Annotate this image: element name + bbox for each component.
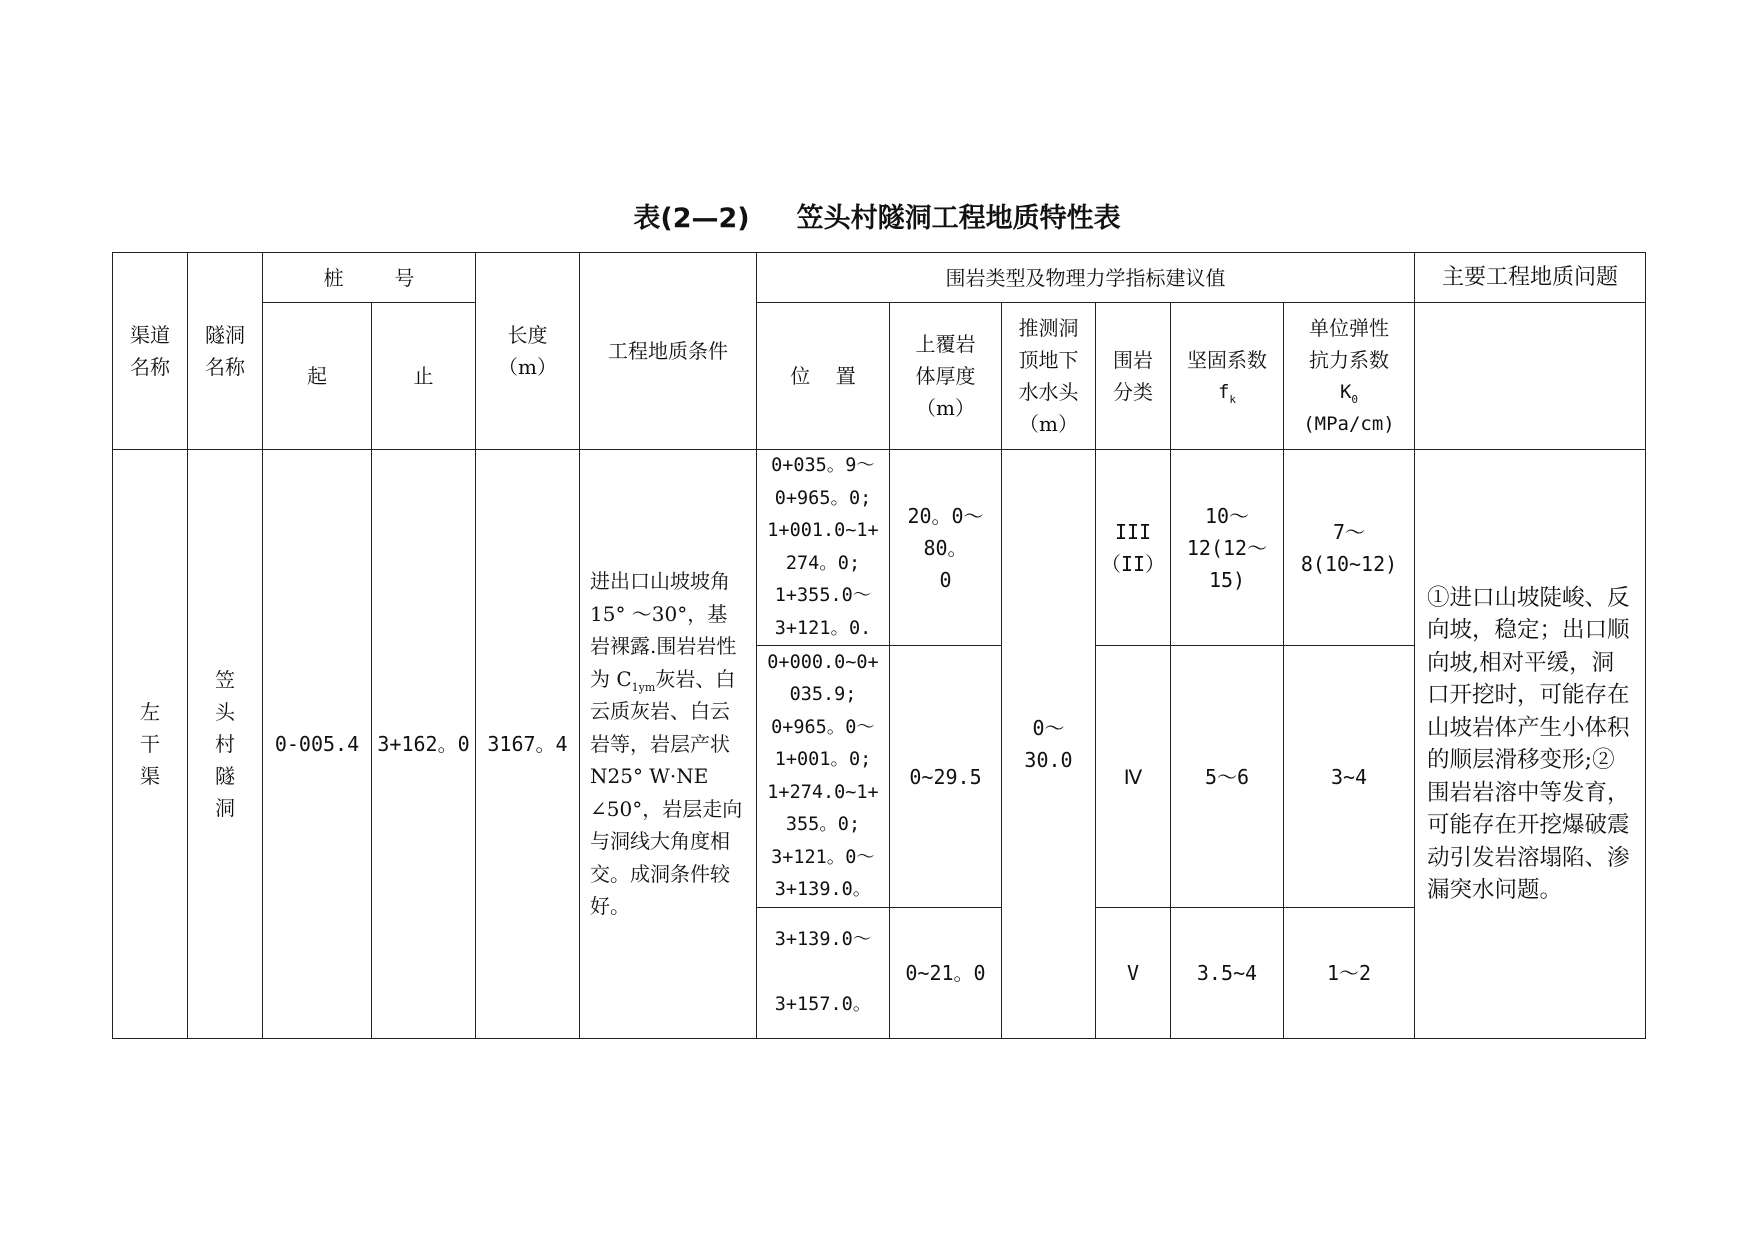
firmness-label: 坚固系数 [1187,348,1267,372]
table-title: 表(2—2) 笠头村隧洞工程地质特性表 [633,203,1121,234]
header-geo-conditions: 工程地质条件 [580,253,757,450]
firmness-symbol: $f_k$ [1217,381,1237,406]
header-length: 长度 （m） [476,253,580,450]
header-position: 位 置 [757,303,890,450]
cell-position-3: 3+139.0～ 3+157.0。 [757,908,890,1039]
header-main-issues: 主要工程地质问题 [1415,253,1646,303]
header-issues-blank [1415,303,1646,450]
cell-position-1: 0+035。9～ 0+965。0; 1+001.0~1+ 274。0; 1+355.0～ 3+121。0. [757,450,890,646]
header-canal-name: 渠道 名称 [113,253,188,450]
header-stake-number: 桩 号 [263,253,476,303]
cell-stake-start: 0-005.4 [263,450,372,1039]
header-tunnel-name: 隧洞 名称 [188,253,263,450]
header-stake-end: 止 [372,303,476,450]
cell-cover-2: 0~29.5 [890,646,1002,908]
header-stake-start: 起 [263,303,372,450]
geology-table [112,252,1646,1039]
elastic-unit: (MPa/cm) [1303,413,1395,435]
cell-firmness-1: 10～ 12(12～ 15) [1171,450,1284,646]
cell-canal: 左 干 渠 [113,450,188,1039]
header-cover-thickness: 上覆岩 体厚度 （m） [890,303,1002,450]
cell-firmness-2: 5～6 [1171,646,1284,908]
header-rock-indicators: 围岩类型及物理力学指标建议值 [757,253,1415,303]
cell-geo-conditions: 进出口山坡坡角15° ～30°，基岩裸露.围岩岩性为 $C_{1ym}$灰岩、白云质灰岩、白云岩等，岩层产状 N25° W·NE ∠50°，岩层走向与洞线大角度相交。成洞条件较好。 [580,450,757,1039]
cell-rock-class-1: III （II） [1096,450,1171,646]
header-firmness-coefficient [1171,303,1284,450]
cell-cover-1: 20。0～80。 0 [890,450,1002,646]
cell-length: 3167。4 [476,450,580,1039]
cell-groundwater-head: 0～ 30.0 [1002,450,1096,1039]
cell-rock-class-2: Ⅳ [1096,646,1171,908]
cell-rock-class-3: V [1096,908,1171,1039]
elastic-symbol: $K_0$ [1339,381,1359,406]
cell-firmness-3: 3.5~4 [1171,908,1284,1039]
cell-stake-end: 3+162。0 [372,450,476,1039]
cell-main-issues: ①进口山坡陡峻、反向坡，稳定；出口顺向坡,相对平缓，洞口开挖时，可能存在山坡岩体产生小体积的顺层滑移变形;②围岩岩溶中等发育，可能存在开挖爆破震动引发岩溶塌陷、渗漏突水问题。 [1415,450,1646,1039]
cell-position-2: 0+000.0~0+ 035.9; 0+965。0～ 1+001。0; 1+274.0~1+ 355。0; 3+121。0～ 3+139.0。 [757,646,890,908]
header-elastic-coefficient [1284,303,1415,450]
elastic-label: 单位弹性 抗力系数 [1309,316,1389,372]
cell-elastic-1: 7～ 8(10~12) [1284,450,1415,646]
cell-elastic-3: 1～2 [1284,908,1415,1039]
cell-tunnel: 笠 头 村 隧 洞 [188,450,263,1039]
cell-cover-3: 0~21。0 [890,908,1002,1039]
cell-elastic-2: 3~4 [1284,646,1415,908]
header-rock-class: 围岩 分类 [1096,303,1171,450]
header-groundwater-head: 推测洞 顶地下 水水头 （m） [1002,303,1096,450]
